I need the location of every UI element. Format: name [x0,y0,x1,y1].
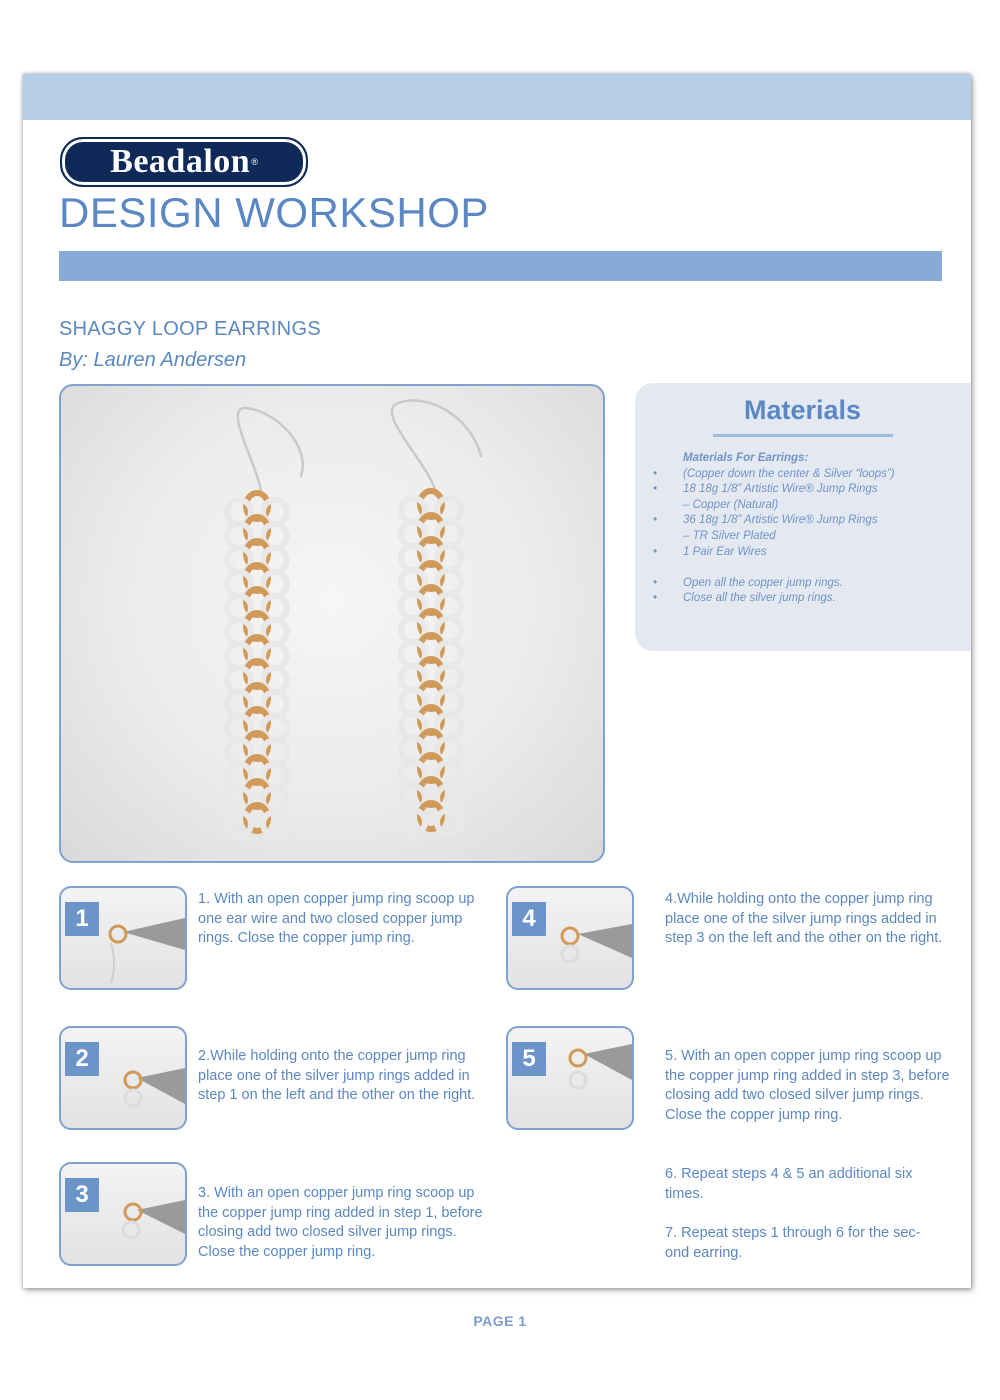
step-5-text: 5. With an open copper jump ring scoop up the copper jump ring added in step 3, before closing add two closed silver jump rings. Close the copper jump ring. [665,1048,950,1123]
materials-line: – TR Silver Plated [683,529,776,542]
earrings-photo [59,384,605,863]
materials-line: Materials For Earrings: [683,452,809,464]
right-ear-wire [392,401,481,496]
left-chain [227,493,287,836]
top-color-bar [23,74,971,120]
workshop-page [23,74,971,1288]
step-3-number: 3 [65,1178,99,1212]
step-1-text: 1. With an open copper jump ring scoop up one ear wire and two closed copper jump rings. Close the copper jump ring. [198,891,475,947]
step-6-text: 6. Repeat steps 4 & 5 an additional six times. [665,1166,913,1202]
step-7-text: 7. Repeat steps 1 through 6 for the sec-ond earring. [665,1225,921,1261]
project-byline: By: Lauren Andersen [59,349,247,371]
materials-line: • 1 Pair Ear Wires [653,545,767,558]
step-5-number: 5 [512,1042,546,1076]
page-title: DESIGN WORKSHOP [59,189,489,236]
title-banner [59,251,942,281]
materials-line: • Open all the copper jump rings. [653,576,843,589]
materials-heading: Materials [743,395,862,425]
materials-underline [713,434,893,437]
step-1-number: 1 [65,902,99,936]
step-3-photo [59,1162,187,1266]
materials-line: • 36 18g 1/8” Artistic Wire® Jump Rings [653,514,878,527]
materials-line: • (Copper down the center & Silver “loops”) [653,467,895,480]
materials-line: • 18 18g 1/8” Artistic Wire® Jump Rings [653,483,878,496]
materials-line: • Close all the silver jump rings. [653,592,836,605]
page-number: PAGE 1 [473,1313,527,1329]
step-2-text: 2.While holding onto the copper jump ring place one of the silver jump rings added in step 1 on the left and the other on the right. [198,1048,476,1104]
earrings-illustration [61,386,603,861]
logo-registered-mark: ® [251,157,258,167]
step-1-photo [59,886,187,990]
left-ear-wire [238,408,303,494]
step-3-text: 3. With an open copper jump ring scoop up the copper jump ring added in step 1, before closing add two closed silver jump rings. Close the copper jump ring. [198,1185,483,1260]
right-chain [401,491,461,834]
step-2-number: 2 [65,1042,99,1076]
step-4-text: 4.While holding onto the copper jump ring place one of the silver jump rings added in step 3 on the left and the other on the right. [665,891,943,947]
step-5-photo [506,1026,634,1130]
beadalon-logo [60,137,308,187]
materials-line: – Copper (Natural) [683,498,779,511]
step-2-photo [59,1026,187,1130]
materials-panel [635,383,971,651]
logo-text: Beadalon [110,143,251,180]
step-4-photo [506,886,634,990]
step-4-number: 4 [512,902,546,936]
materials-list [653,451,895,607]
project-title: SHAGGY LOOP EARRINGS [59,318,322,340]
